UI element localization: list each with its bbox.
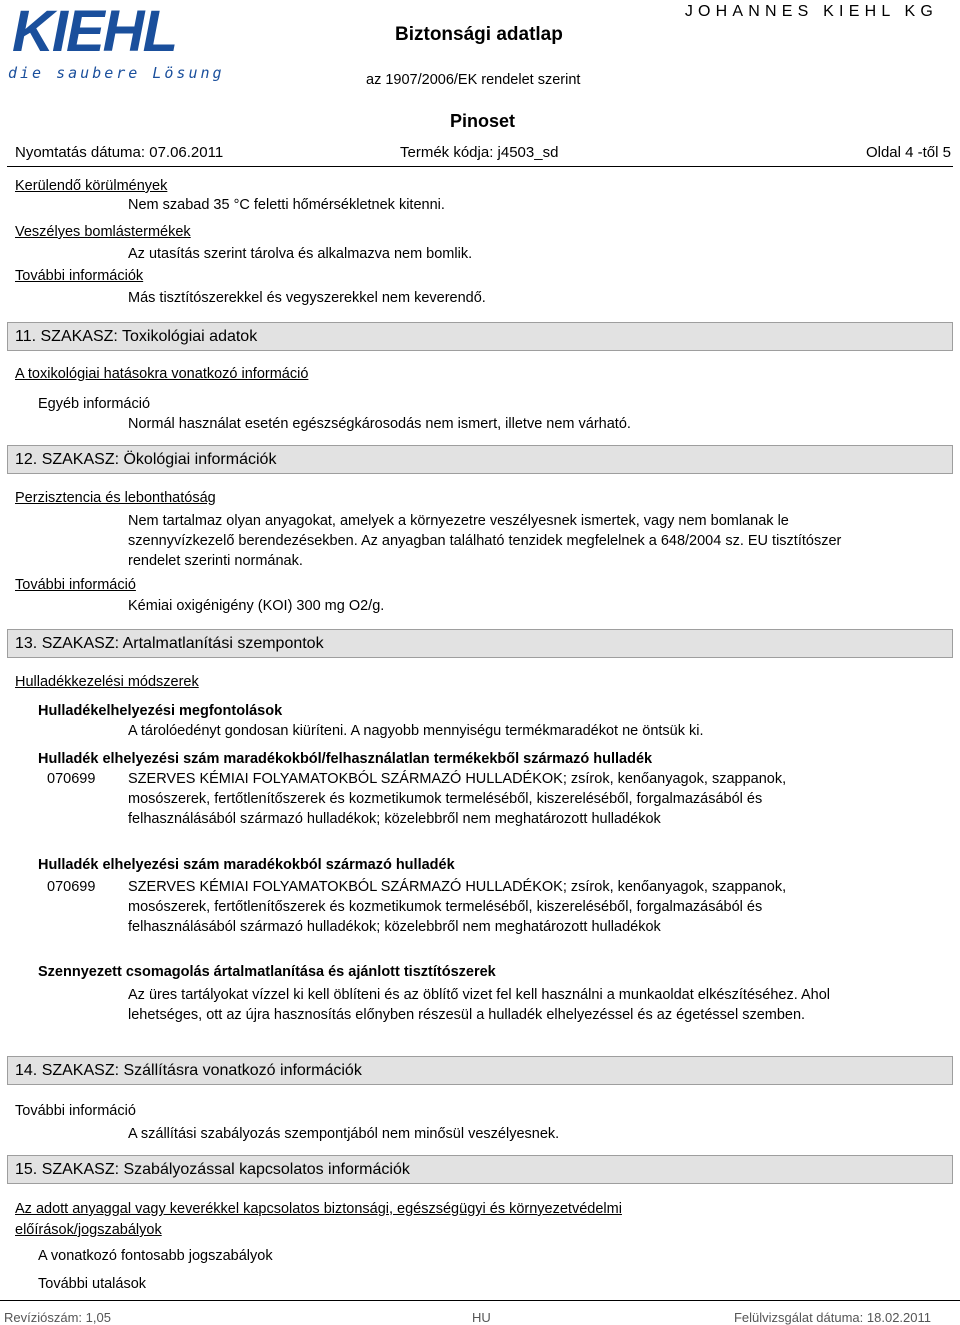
text-waste-code-unused: SZERVES KÉMIAI FOLYAMATOKBÓL SZÁRMAZÓ HULLADÉKOK; zsírok, kenőanyagok, szappanok, mosószerek, fertőtlenítőszerek és kozmetikumok termeléséből, kiszereléséből, forgalmazásából és felhasználásából származó hulladékok; közelebbről nem meghatározott hulladékok [128,771,787,827]
page-number: Oldal 4 -től 5 [865,144,951,161]
section-11-header [7,322,953,351]
subheading-toxicological-effects: A toxikológiai hatásokra vonatkozó információ [15,366,309,382]
section-12-title: 12. SZAKASZ: Ökológiai információk [15,451,277,468]
label-further-info-14: További információ [15,1103,136,1119]
product-code: Termék kódja: j4503_sd [400,144,559,161]
section-15-title: 15. SZAKASZ: Szabályozással kapcsolatos információk [15,1161,410,1178]
footer-divider [0,1300,960,1301]
text-other-info: Normál használat esetén egészségkárosodás nem ismert, illetve nem várható. [128,416,631,432]
header-divider [7,166,953,167]
revision-number: Revíziószám: 1,05 [4,1310,111,1325]
text-waste-code-residues: SZERVES KÉMIAI FOLYAMATOKBÓL SZÁRMAZÓ HULLADÉKOK; zsírok, kenőanyagok, szappanok, mosószerek, fertőtlenítőszerek és kozmetikumok termeléséből, kiszereléséből, forgalmazásából és felhasználásából származó hulladékok; közelebbről nem meghatározott hulladékok [128,879,787,935]
section-13-header [7,629,953,658]
section-15-header [7,1155,953,1184]
text-transport-info: A szállítási szabályozás szempontjából nem minősül veszélyesnek. [128,1126,560,1142]
text-further-info: Más tisztítószerekkel és vegyszerekkel nem keverendő. [128,290,486,306]
label-further-info-12: További információ [15,577,136,593]
label-waste-code-unused: Hulladék elhelyezési szám maradékokból/felhasználatlan termékekből származó hulladék [38,751,653,767]
subheading-persistence: Perzisztencia és lebonthatóság [15,490,216,506]
waste-code-residues: 070699 [47,879,96,895]
product-name: Pinoset [450,111,516,131]
text-disposal-considerations: A tárolóedényt gondosan kiüríteni. A nagyobb mennyiségu termékmaradékot ne öntsük ki. [128,723,704,739]
section-14-header [7,1056,953,1085]
logo-wordmark: KIEHL [12,0,176,64]
review-date: Felülvizsgálat dátuma: 18.02.2011 [733,1310,931,1325]
text-conditions-to-avoid: Nem szabad 35 °C feletti hőmérsékletnek kitenni. [128,197,445,213]
section-11-title: 11. SZAKASZ: Toxikológiai adatok [15,328,258,345]
regulation-reference: az 1907/2006/EK rendelet szerint [366,72,581,88]
text-persistence: Nem tartalmaz olyan anyagokat, amelyek a környezetre veszélyesnek ismertek, vagy nem bomlanak le szennyvízkezelő berendezésekben. Az anyagban található tenzidek megfelelnek a 648/2004 sz. EU tisztítószer rendelet szerinti normának. [128,513,842,569]
label-conditions-to-avoid: Kerülendő körülmények [15,178,168,194]
label-waste-code-residues: Hulladék elhelyezési szám maradékokból származó hulladék [38,857,455,873]
subheading-regulations: Az adott anyaggal vagy keverékkel kapcsolatos biztonsági, egészségügyi és környezetvédelmi előírások/jogszabályok [15,1201,622,1238]
text-hazardous-decomposition: Az utasítás szerint tárolva és alkalmazva nem bomlik. [128,246,473,262]
section-13-title: 13. SZAKASZ: Artalmatlanítási szempontok [15,635,324,652]
print-date: Nyomtatás dátuma: 07.06.2011 [15,144,224,161]
label-disposal-considerations: Hulladékelhelyezési megfontolások [38,703,283,719]
document-title: Biztonsági adatlap [395,24,563,45]
subheading-waste-treatment: Hulladékkezelési módszerek [15,674,199,690]
section-12-header [7,445,953,474]
label-additional-notes: További utalások [38,1276,147,1292]
label-relevant-legislation: A vonatkozó fontosabb jogszabályok [38,1248,273,1264]
text-cod-value: Kémiai oxigénigény (KOI) 300 mg O2/g. [128,598,385,614]
language-code: HU [472,1310,491,1325]
company-logo [4,2,234,82]
label-contaminated-packaging: Szennyezett csomagolás ártalmatlanítása és ajánlott tisztítószerek [38,964,496,980]
label-further-info: További információk [15,268,144,284]
logo-tagline: die saubere Lösung [8,64,225,82]
text-contaminated-packaging: Az üres tartályokat vízzel ki kell öblíteni és az öblítő vizet fel kell használni a munkaoldat elkészítéséhez. Ahol lehetséges, ott az újra hasznosítás előnyben részesül a hulladék elhelyezéssel és az égetéssel szemben. [128,987,830,1023]
company-name: JOHANNES KIEHL KG [684,3,938,20]
section-14-title: 14. SZAKASZ: Szállításra vonatkozó információk [15,1062,362,1079]
label-hazardous-decomposition: Veszélyes bomlástermékek [15,224,191,240]
waste-code-unused: 070699 [47,771,96,787]
label-other-info: Egyéb információ [38,396,151,412]
